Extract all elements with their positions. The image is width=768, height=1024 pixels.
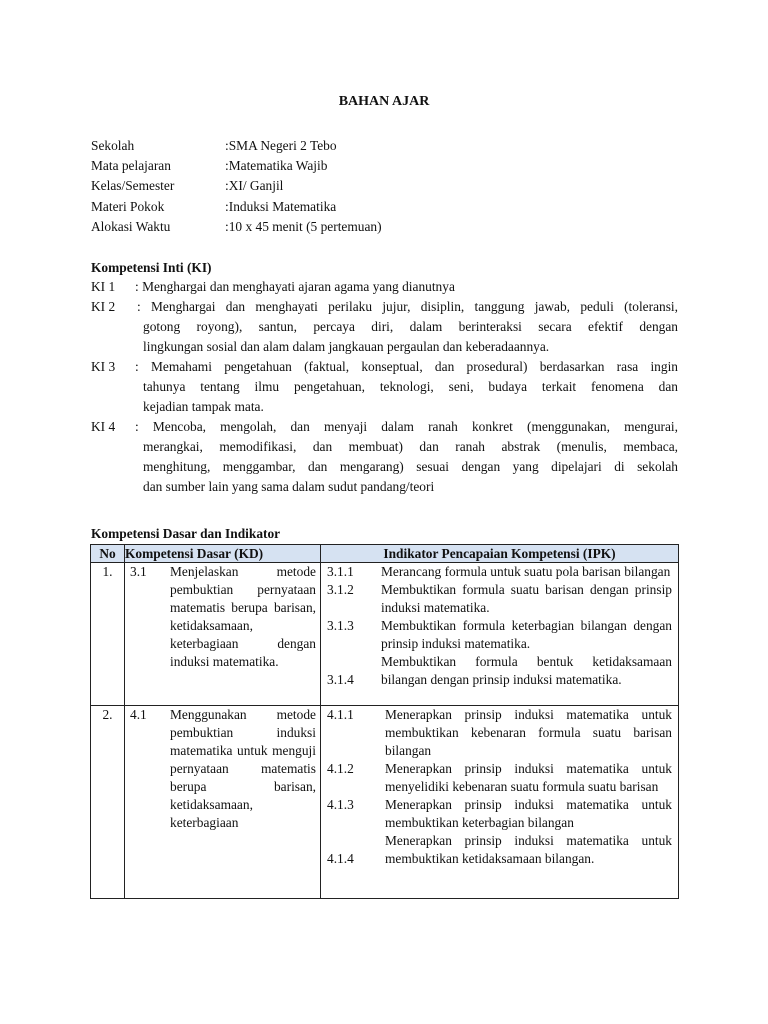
ki-item-4 (91, 417, 678, 497)
info-label: Sekolah (91, 138, 135, 153)
info-value: Matematika Wajib (228, 158, 328, 174)
info-separator: : (225, 158, 229, 174)
ki-item-2 (91, 297, 678, 357)
info-separator: : (225, 218, 229, 234)
document-title: BAHAN AJAR (338, 94, 430, 109)
info-label: Mata pelajaran (91, 158, 171, 174)
ipk-text: Menerapkan prinsip induksi matematika untuk menyelidiki kebenaran suatu formula suatu barisan (385, 761, 672, 794)
ipk-number: 3.1.2 (327, 582, 354, 597)
row-no: 2. (91, 706, 125, 899)
header-no: No (91, 545, 125, 563)
ipk-item (327, 832, 672, 868)
ki-text-cont: gotong royong), santun, percaya diri, dalam berinteraksi secara efektif dengan (143, 319, 678, 334)
ipk-number: 3.1.4 (327, 672, 354, 687)
kd-heading: Kompetensi Dasar dan Indikator (91, 526, 281, 541)
ipk-item (327, 796, 672, 832)
ipk-text: Membuktikan formula suatu barisan dengan prinsip induksi matematika. (381, 582, 672, 615)
ipk-item (327, 581, 672, 617)
ipk-item (327, 653, 672, 689)
ipk-number: 3.1.1 (327, 564, 354, 579)
ipk-cell (321, 563, 679, 706)
ipk-number: 4.1.1 (327, 707, 354, 722)
kd-number: 4.1 (130, 707, 147, 722)
info-value: XI/ Ganjil (228, 178, 284, 194)
kd-text: Menggunakan metode pembuktian induksi matematika untuk menguji pernyataan matematis berupa barisan, ketidaksamaan, keterbagiaan (170, 707, 316, 830)
ki-text-cont: kejadian tampak mata. (143, 399, 264, 414)
ki-code: KI 2 (91, 299, 116, 314)
ipk-text: Menerapkan prinsip induksi matematika untuk membuktikan keterbagian bilangan (385, 797, 672, 830)
ki-text-cont: dan sumber lain yang sama dalam sudut pandang/teori (143, 479, 435, 494)
info-label: Kelas/Semester (91, 178, 175, 194)
ki-text: : Memahami pengetahuan (faktual, konseptual, dan prosedural) berdasarkan rasa ingin (135, 359, 678, 374)
ki-text-cont: tahunya tentang ilmu pengetahuan, teknologi, seni, budaya terkait fenomena dan (143, 379, 678, 394)
ipk-text: Menerapkan prinsip induksi matematika untuk membuktikan ketidaksamaan bilangan. (385, 833, 672, 866)
ki-item-3 (91, 357, 678, 417)
identity-info (91, 136, 382, 237)
ki-text-cont: menghitung, menggambar, dan mengarang) sesuai dengan yang dipelajari di sekolah (143, 459, 678, 474)
info-row-alokasi-waktu (91, 217, 382, 237)
ipk-item (327, 563, 672, 581)
ipk-text: Membuktikan formula bentuk ketidaksamaan bilangan dengan prinsip induksi matematika. (381, 654, 672, 687)
info-separator: : (225, 198, 229, 214)
info-label: Alokasi Waktu (91, 218, 171, 234)
info-separator: : (225, 178, 229, 194)
info-separator: : (225, 138, 229, 153)
ki-code: KI 1 (91, 279, 116, 294)
kd-cell (125, 706, 321, 899)
kd-cell (125, 563, 321, 706)
info-row-sekolah (91, 136, 382, 156)
ipk-item (327, 760, 672, 796)
ipk-number: 4.1.2 (327, 761, 354, 776)
table-row (91, 563, 679, 706)
ki-item-1 (91, 277, 678, 297)
ipk-text: Membuktikan formula keterbagian bilangan dengan prinsip induksi matematika. (381, 618, 672, 651)
ipk-number: 3.1.3 (327, 618, 354, 633)
ipk-cell (321, 706, 679, 899)
ki-list (91, 277, 678, 497)
info-row-mata-pelajaran (91, 156, 382, 176)
ki-text-cont: lingkungan sosial dan alam dalam jangkauan pergaulan dan keberadaannya. (143, 339, 550, 354)
ki-code: KI 3 (91, 359, 116, 374)
ipk-text: Menerapkan prinsip induksi matematika untuk membuktikan kebenaran formula suatu barisan bilangan (385, 707, 672, 758)
ki-heading: Kompetensi Inti (KI) (91, 260, 212, 275)
ki-text: : Menghargai dan menghayati ajaran agama yang dianutnya (135, 279, 455, 294)
kd-text: Menjelaskan metode pembuktian pernyataan matematis berupa barisan, ketidaksamaan, keterbagiaan dengan induksi matematika. (170, 564, 316, 669)
ki-code: KI 4 (91, 419, 116, 434)
ki-text: : Mencoba, mengolah, dan menyaji dalam ranah konkret (menggunakan, mengurai, (135, 419, 678, 434)
ipk-text: Merancang formula untuk suatu pola barisan bilangan (381, 564, 671, 579)
header-kd: Kompetensi Dasar (KD) (125, 545, 321, 563)
table-header-row (91, 545, 679, 563)
ki-text: : Menghargai dan menghayati perilaku jujur, disiplin, tanggung jawab, peduli (toleransi, (137, 299, 678, 314)
ipk-number: 4.1.4 (327, 851, 354, 866)
info-value: 10 x 45 menit (5 pertemuan) (228, 218, 382, 234)
ipk-item (327, 706, 672, 760)
ki-text-cont: merangkai, memodifikasi, dan membuat) dan ranah abstrak (menulis, membaca, (143, 439, 678, 454)
table-row (91, 706, 679, 899)
row-no: 1. (91, 563, 125, 706)
ipk-item (327, 617, 672, 653)
ipk-number: 4.1.3 (327, 797, 354, 812)
info-label: Materi Pokok (91, 198, 165, 214)
kd-ipk-table (90, 544, 679, 899)
info-row-kelas-semester (91, 176, 382, 196)
header-ipk: Indikator Pencapaian Kompetensi (IPK) (321, 545, 679, 563)
info-value: Induksi Matematika (228, 198, 337, 214)
info-value: SMA Negeri 2 Tebo (228, 138, 337, 153)
kd-number: 3.1 (130, 564, 147, 579)
info-row-materi-pokok (91, 197, 382, 217)
